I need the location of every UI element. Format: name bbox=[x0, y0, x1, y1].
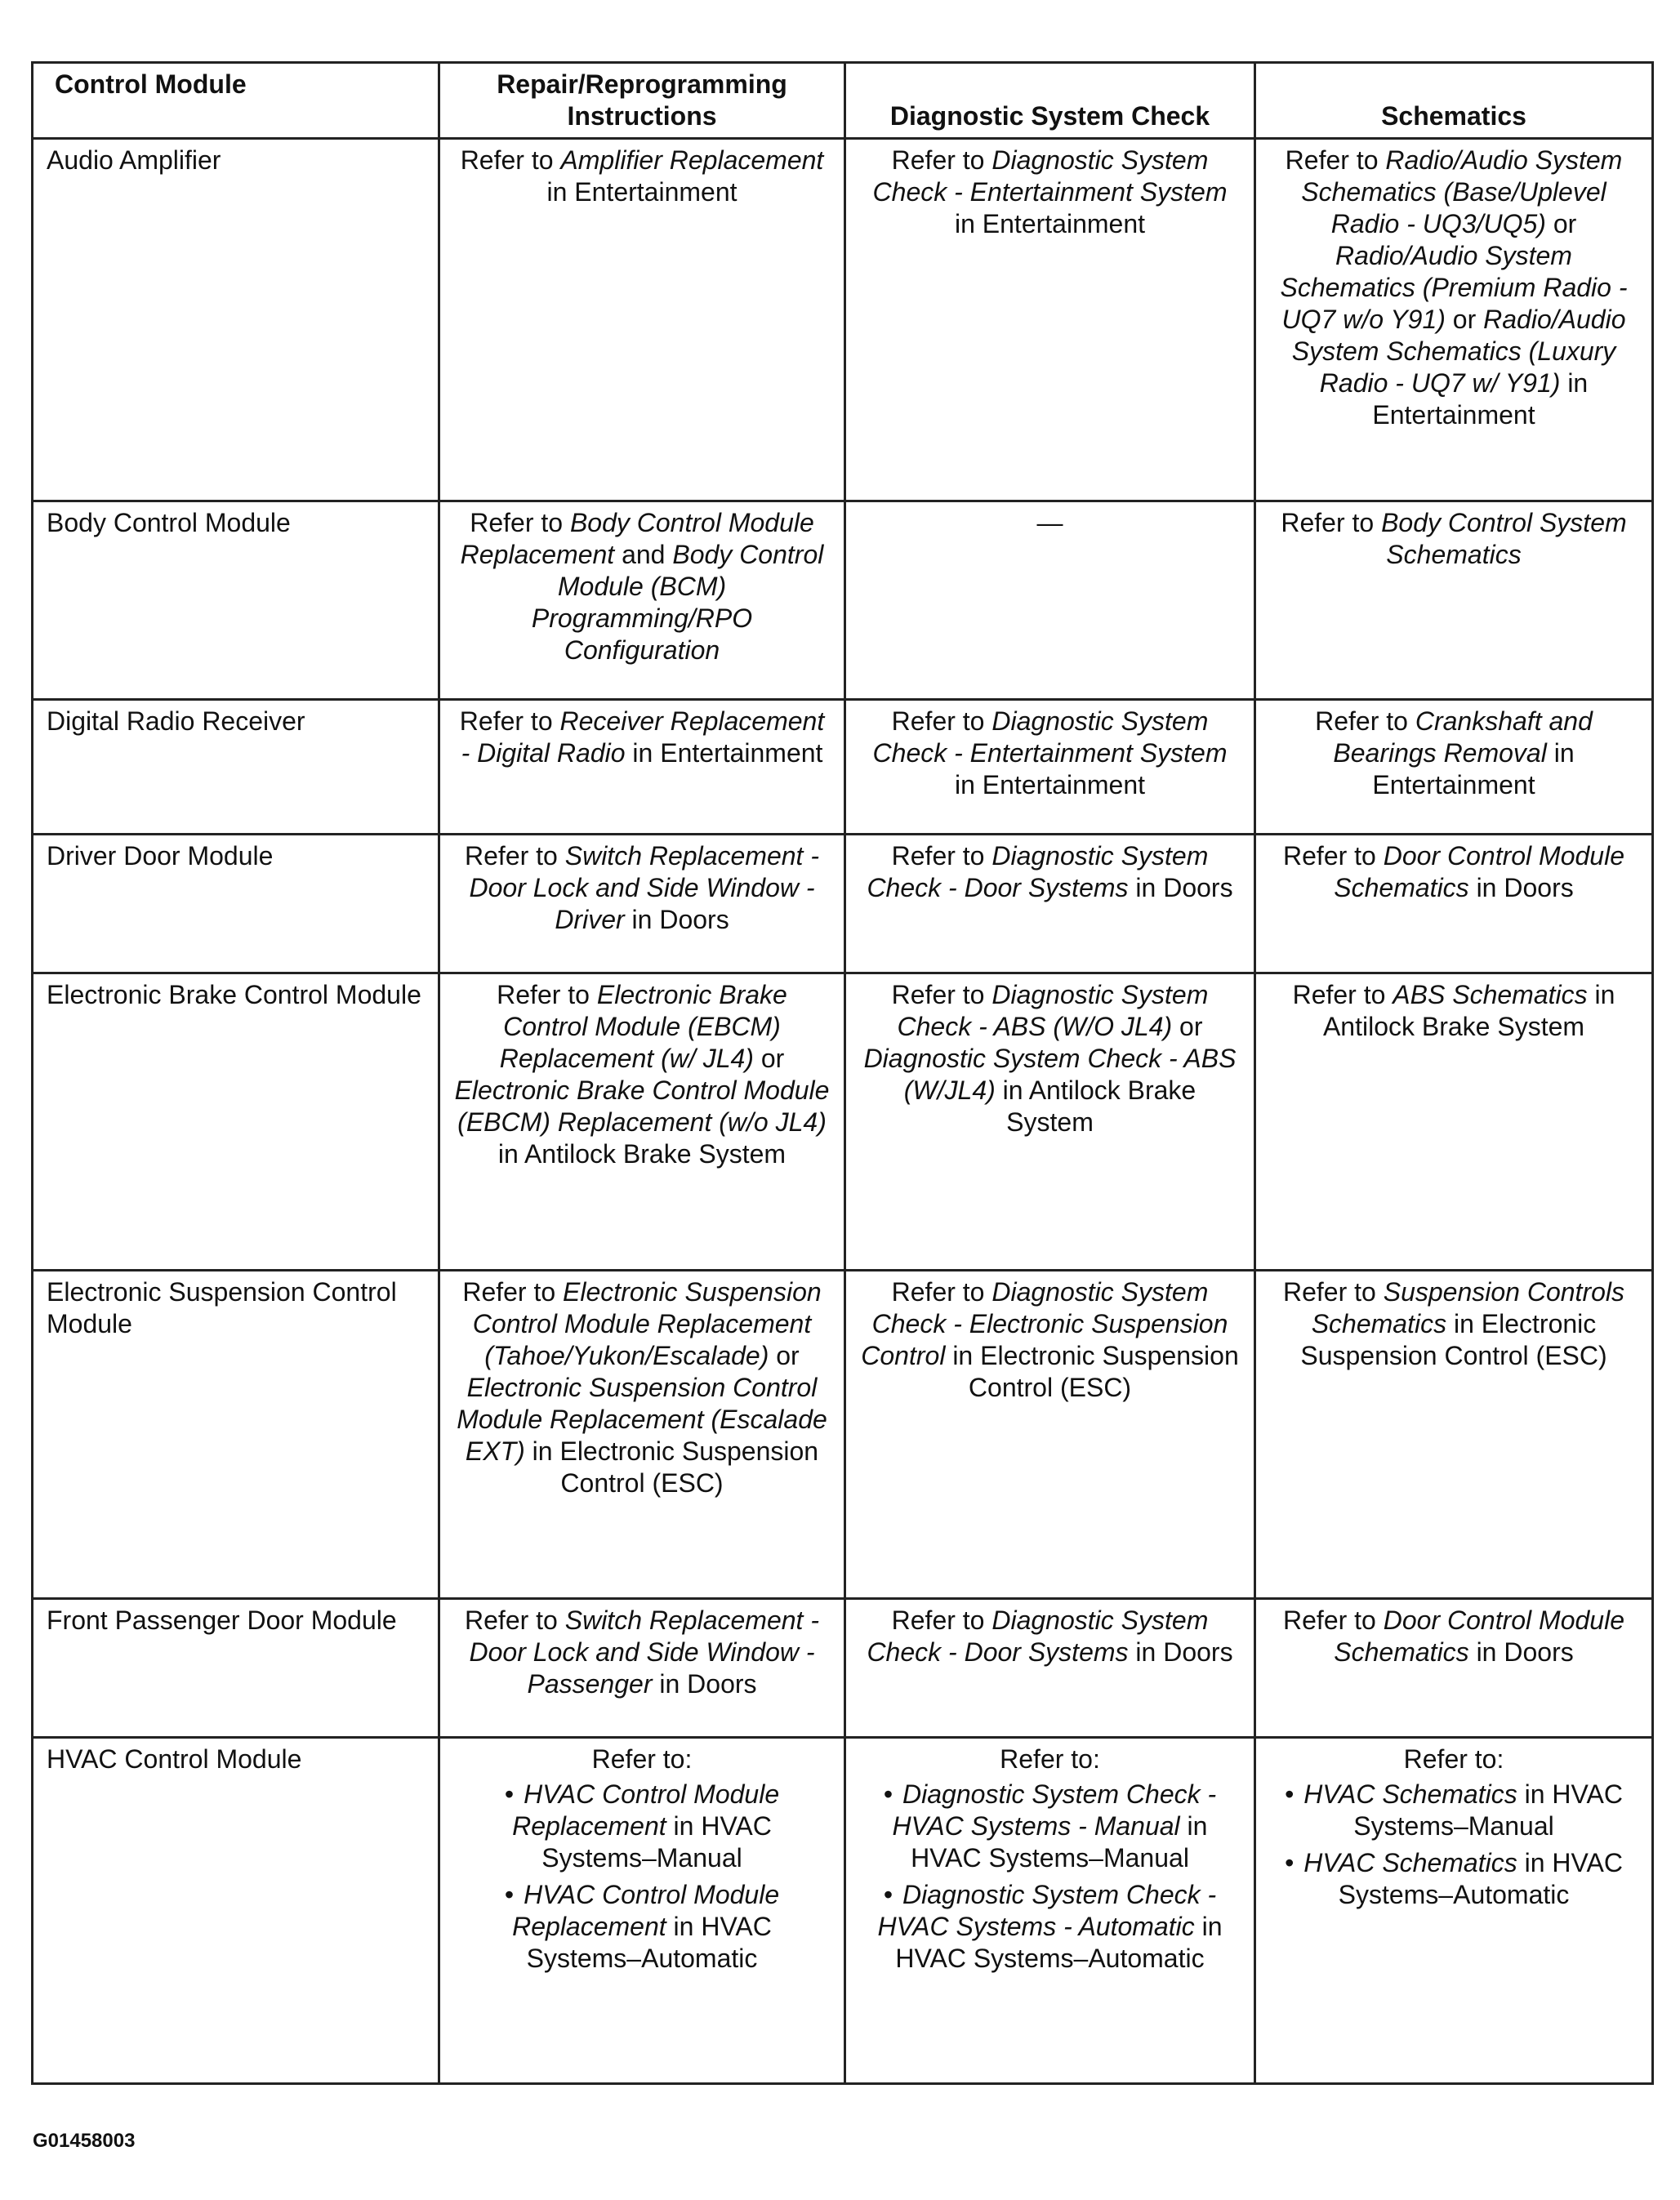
reference-text: Refer to bbox=[1315, 706, 1415, 736]
repair-cell bbox=[439, 139, 845, 501]
bullet-icon: • bbox=[504, 1880, 515, 1909]
reference-text: in Electronic Suspension Control (ESC) bbox=[945, 1341, 1239, 1402]
reference-title: Receiver Replacement - Digital Radio bbox=[461, 706, 825, 768]
reference-text: in HVAC Systems–Manual bbox=[1353, 1779, 1623, 1841]
reference-text: in Electronic Suspension Control (ESC) bbox=[524, 1436, 819, 1498]
reference-text: Refer to bbox=[891, 841, 992, 871]
schem-cell bbox=[1255, 1738, 1653, 2084]
reference-title: Radio/Audio System Schematics (Base/Uplevel Radio - UQ3/UQ5) bbox=[1301, 145, 1623, 238]
bullet-icon: • bbox=[1285, 1779, 1295, 1809]
bullet-icon: • bbox=[504, 1779, 515, 1809]
header-diagnostic-check: Diagnostic System Check bbox=[845, 63, 1255, 139]
module-name-cell: Driver Door Module bbox=[33, 835, 439, 973]
module-name-cell: Electronic Brake Control Module bbox=[33, 973, 439, 1271]
reference-text: Refer to bbox=[460, 145, 561, 175]
header-row bbox=[33, 63, 1653, 139]
bullet-icon: • bbox=[883, 1880, 893, 1909]
module-name-cell: HVAC Control Module bbox=[33, 1738, 439, 2084]
reference-text: Refer to bbox=[497, 980, 597, 1009]
diag-cell bbox=[845, 1271, 1255, 1599]
reference-text: in Entertainment bbox=[546, 177, 738, 207]
reference-title: Body Control Module (BCM) Programming/RPO Configuration bbox=[531, 540, 824, 665]
module-name-cell: Front Passenger Door Module bbox=[33, 1599, 439, 1738]
reference-text: in Antilock Brake System bbox=[497, 1139, 787, 1169]
repair-cell bbox=[439, 1738, 845, 2084]
reference-title: Diagnostic System Check - ABS (W/JL4) bbox=[863, 1044, 1237, 1105]
reference-text: in Doors bbox=[1468, 873, 1574, 902]
reference-text: in HVAC Systems–Automatic bbox=[895, 1912, 1223, 1973]
reference-text: or bbox=[1172, 1012, 1203, 1041]
reference-text: Refer to bbox=[891, 1605, 992, 1635]
reference-title: Door Control Module Schematics bbox=[1334, 841, 1624, 902]
reference-text: Refer to bbox=[1283, 841, 1384, 871]
reference-text: in HVAC Systems–Manual bbox=[911, 1811, 1208, 1873]
control-module-table bbox=[31, 61, 1654, 2085]
reference-title: Electronic Brake Control Module (EBCM) Replacement (w/ JL4) bbox=[499, 980, 787, 1073]
schem-cell bbox=[1255, 139, 1653, 501]
repair-cell bbox=[439, 700, 845, 835]
reference-text: Refer to bbox=[891, 980, 992, 1009]
reference-text: in Doors bbox=[652, 1669, 757, 1699]
reference-text: Refer to bbox=[891, 706, 992, 736]
refer-to-label: Refer to: bbox=[591, 1744, 693, 1774]
diag-cell bbox=[845, 1599, 1255, 1738]
table-row bbox=[33, 973, 1653, 1271]
reference-title: Body Control Module Replacement bbox=[460, 508, 814, 569]
bullet-icon: • bbox=[883, 1779, 893, 1809]
list-item bbox=[453, 1879, 831, 1975]
table-row bbox=[33, 700, 1653, 835]
reference-text: in Doors bbox=[624, 905, 729, 934]
reference-text: Refer to bbox=[891, 1277, 992, 1307]
reference-text: in Doors bbox=[1128, 873, 1233, 902]
reference-text: Refer to bbox=[462, 1277, 564, 1307]
refer-to-label: Refer to: bbox=[1000, 1744, 1100, 1774]
schem-cell bbox=[1255, 973, 1653, 1271]
reference-list bbox=[453, 1779, 831, 1975]
reference-title: Radio/Audio System Schematics (Luxury Radio - UQ7 w/ Y91) bbox=[1291, 305, 1626, 398]
reference-text: Refer to bbox=[470, 508, 570, 537]
repair-cell bbox=[439, 501, 845, 700]
table-row bbox=[33, 1738, 1653, 2084]
table-row bbox=[33, 1599, 1653, 1738]
module-name-cell: Digital Radio Receiver bbox=[33, 700, 439, 835]
reference-text: in Entertainment bbox=[954, 209, 1145, 238]
reference-text: and bbox=[614, 540, 673, 569]
diag-cell bbox=[845, 501, 1255, 700]
reference-text: Refer to bbox=[891, 145, 992, 175]
reference-title: Body Control System Schematics bbox=[1381, 508, 1627, 569]
reference-title: Diagnostic System Check - Entertainment System bbox=[872, 706, 1228, 768]
reference-list bbox=[1269, 1779, 1638, 1911]
list-item bbox=[453, 1779, 831, 1874]
reference-text: Refer to bbox=[465, 1605, 565, 1635]
table-row bbox=[33, 1271, 1653, 1599]
reference-title: Diagnostic System Check - Entertainment System bbox=[872, 145, 1228, 207]
reference-text: in Entertainment bbox=[1372, 368, 1589, 430]
diag-cell bbox=[845, 835, 1255, 973]
reference-text: or bbox=[1445, 305, 1484, 334]
header-repair-instructions: Repair/Reprogramming Instructions bbox=[439, 63, 845, 139]
reference-text: in Doors bbox=[1128, 1637, 1233, 1667]
reference-text: Refer to bbox=[1292, 980, 1393, 1009]
reference-title: HVAC Schematics bbox=[1303, 1779, 1517, 1809]
table-row bbox=[33, 501, 1653, 700]
header-schematics: Schematics bbox=[1255, 63, 1653, 139]
figure-id: G01458003 bbox=[33, 2130, 136, 2152]
reference-title: Diagnostic System Check - ABS (W/O JL4) bbox=[897, 980, 1209, 1041]
reference-title: ABS Schematics bbox=[1393, 980, 1588, 1009]
reference-text: Refer to bbox=[1281, 508, 1382, 537]
repair-cell bbox=[439, 835, 845, 973]
schem-cell bbox=[1255, 1599, 1653, 1738]
list-item bbox=[859, 1779, 1241, 1874]
diag-cell bbox=[845, 139, 1255, 501]
table-row bbox=[33, 835, 1653, 973]
list-item bbox=[859, 1879, 1241, 1975]
reference-title: Diagnostic System Check - HVAC Systems - Manual bbox=[892, 1779, 1217, 1841]
diag-cell bbox=[845, 700, 1255, 835]
reference-text: in Antilock Brake System bbox=[995, 1076, 1196, 1137]
reference-text: or bbox=[1545, 209, 1577, 238]
reference-text: in HVAC Systems–Automatic bbox=[1338, 1848, 1623, 1909]
diag-cell bbox=[845, 973, 1255, 1271]
module-name-cell: Electronic Suspension Control Module bbox=[33, 1271, 439, 1599]
module-name-cell: Audio Amplifier bbox=[33, 139, 439, 501]
reference-text: Refer to bbox=[459, 706, 560, 736]
reference-text: or bbox=[753, 1044, 785, 1073]
list-item bbox=[1269, 1779, 1638, 1842]
reference-title: HVAC Control Module Replacement bbox=[512, 1779, 780, 1841]
list-item bbox=[1269, 1847, 1638, 1911]
repair-cell bbox=[439, 1599, 845, 1738]
module-name-cell: Body Control Module bbox=[33, 501, 439, 700]
reference-title: Electronic Suspension Control Module Replacement (Escalade EXT) bbox=[457, 1373, 827, 1466]
reference-text: Refer to bbox=[1283, 1605, 1384, 1635]
table-body bbox=[33, 139, 1653, 2084]
reference-list bbox=[859, 1779, 1241, 1975]
reference-text: in Antilock Brake System bbox=[1322, 980, 1615, 1041]
reference-title: Radio/Audio System Schematics (Premium Radio - UQ7 w/o Y91) bbox=[1280, 241, 1628, 334]
reference-text: Refer to bbox=[1283, 1277, 1384, 1307]
bullet-icon: • bbox=[1285, 1848, 1295, 1877]
repair-cell bbox=[439, 973, 845, 1271]
reference-title: Diagnostic System Check - Electronic Suspension Control bbox=[861, 1277, 1228, 1370]
schem-cell bbox=[1255, 1271, 1653, 1599]
reference-title: Crankshaft and Bearings Removal bbox=[1333, 706, 1593, 768]
reference-title: HVAC Control Module Replacement bbox=[512, 1880, 780, 1941]
reference-text: Refer to bbox=[1285, 145, 1386, 175]
reference-title: Amplifier Replacement bbox=[560, 145, 824, 175]
reference-title: Diagnostic System Check - Door Systems bbox=[867, 1605, 1209, 1667]
reference-title: Diagnostic System Check - Door Systems bbox=[867, 841, 1209, 902]
schem-cell bbox=[1255, 501, 1653, 700]
reference-title: Electronic Brake Control Module (EBCM) Replacement (w/o JL4) bbox=[454, 1076, 830, 1137]
reference-text: in Electronic Suspension Control (ESC) bbox=[1300, 1309, 1607, 1370]
reference-title: Diagnostic System Check - HVAC Systems - Automatic bbox=[877, 1880, 1217, 1941]
diag-cell bbox=[845, 1738, 1255, 2084]
reference-title: Electronic Suspension Control Module Replacement (Tahoe/Yukon/Escalade) bbox=[472, 1277, 822, 1370]
header-control-module: Control Module bbox=[33, 63, 439, 139]
reference-text: — bbox=[1036, 508, 1063, 537]
reference-text: in Entertainment bbox=[954, 770, 1145, 799]
reference-title: Switch Replacement - Door Lock and Side Window - Driver bbox=[469, 841, 819, 934]
reference-title: HVAC Schematics bbox=[1303, 1848, 1517, 1877]
reference-title: Suspension Controls Schematics bbox=[1311, 1277, 1624, 1338]
reference-text: in Doors bbox=[1468, 1637, 1574, 1667]
reference-text: in HVAC Systems–Automatic bbox=[526, 1912, 772, 1973]
refer-to-label: Refer to: bbox=[1403, 1744, 1504, 1774]
reference-title: Switch Replacement - Door Lock and Side Window - Passenger bbox=[469, 1605, 819, 1699]
schem-cell bbox=[1255, 835, 1653, 973]
reference-text: or bbox=[769, 1341, 800, 1370]
reference-title: Door Control Module Schematics bbox=[1334, 1605, 1624, 1667]
reference-text: in Entertainment bbox=[1372, 738, 1575, 799]
repair-cell bbox=[439, 1271, 845, 1599]
schem-cell bbox=[1255, 700, 1653, 835]
table-row bbox=[33, 139, 1653, 501]
reference-text: Refer to bbox=[465, 841, 565, 871]
reference-text: in HVAC Systems–Manual bbox=[541, 1811, 772, 1873]
reference-text: in Entertainment bbox=[625, 738, 823, 768]
